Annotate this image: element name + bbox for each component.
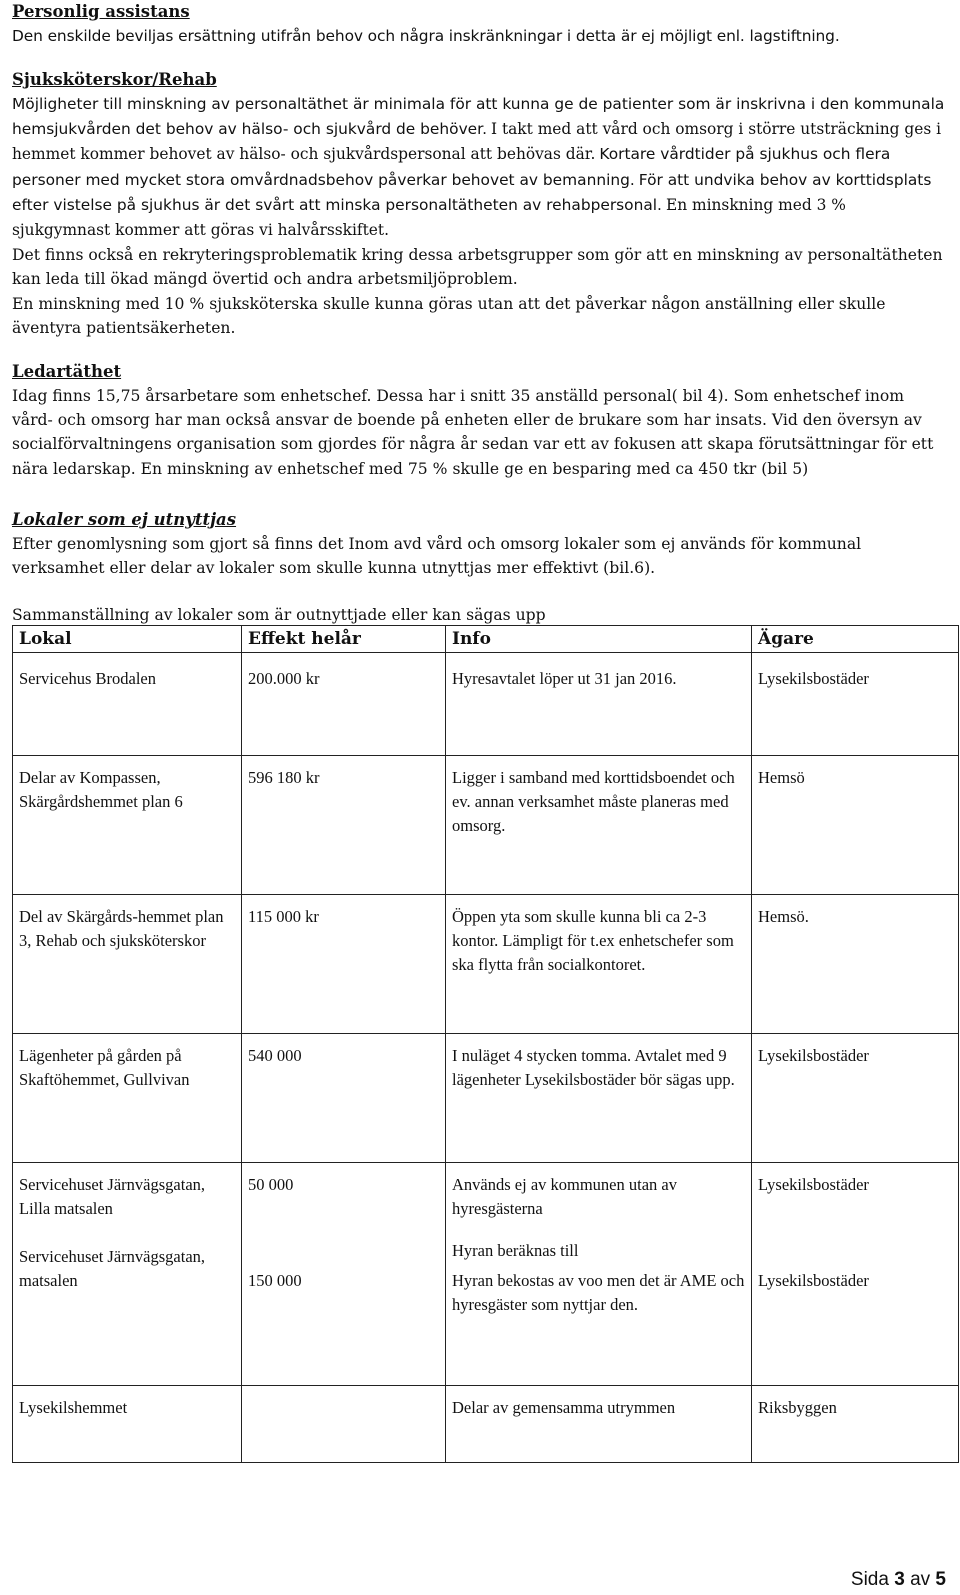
cell-effekt: 596 180 kr bbox=[242, 756, 446, 895]
cell-effekt-a: 50 000 bbox=[248, 1175, 294, 1194]
page-number-footer bbox=[851, 1569, 946, 1591]
table-header-row bbox=[13, 626, 959, 653]
cell-agare: Hemsö bbox=[752, 756, 959, 895]
text-span: I takt med att vård och omsorg i större utsträckning ges i hemmet kommer behovet av hälso- och sjukvårdspersonal att behövas där. bbox=[12, 120, 942, 164]
cell-effekt: 540 000 bbox=[242, 1034, 446, 1163]
header-effekt: Effekt helår bbox=[242, 626, 446, 653]
section-heading: Ledartäthet bbox=[12, 362, 122, 381]
footer-page: 3 bbox=[894, 1569, 905, 1590]
section-sjukskoterskor-rehab bbox=[12, 68, 948, 340]
section-personlig-assistans bbox=[12, 0, 948, 48]
table-row bbox=[13, 756, 959, 895]
cell-info-a: Används ej av kommunen utan av hyresgästerna bbox=[452, 1175, 677, 1218]
cell-lokal-b: Servicehuset Järnvägsgatan, matsalen bbox=[19, 1247, 206, 1290]
cell-effekt: 200.000 kr bbox=[242, 653, 446, 756]
paragraph: Efter genomlysning som gjort så finns det Inom avd vård och omsorg lokaler som ej används för kommunal verksamhet eller delar av lokaler som skulle kunna utnyttjas mer effektivt (bil.6). bbox=[12, 535, 862, 578]
cell-info-b: Hyran bekostas av voo men det är AME och hyresgäster som nyttjar den. bbox=[452, 1271, 745, 1314]
cell-agare: Hemsö. bbox=[752, 895, 959, 1034]
paragraph: Den enskilde beviljas ersättning utifrån behov och några inskränkningar i detta är ej möjligt enl. lagstiftning. bbox=[12, 27, 840, 45]
text-span: För att undvika behov av korttidsplats efter vistelse på sjukhus är det svårt att minska personaltätheten av rehabpersonal. bbox=[12, 170, 932, 214]
table-row bbox=[13, 895, 959, 1034]
paragraph: En minskning med 10 % sjuksköterska skulle kunna göras utan att det påverkar någon anställning eller skulle äventyra patientsäkerheten. bbox=[12, 294, 886, 337]
cell-lokal: Lägenheter på gården på Skaftöhemmet, Gullvivan bbox=[13, 1034, 242, 1163]
table-caption: Sammanställning av lokaler som är outnyttjade eller kan sägas upp bbox=[12, 606, 546, 624]
cell-agare: Lysekilsbostäder bbox=[752, 1034, 959, 1163]
cell-effekt bbox=[242, 1163, 446, 1386]
footer-mid: av bbox=[904, 1569, 936, 1590]
cell-lokal-a: Servicehuset Järnvägsgatan, Lilla matsalen bbox=[19, 1175, 206, 1218]
section-lokaler bbox=[12, 508, 948, 580]
table-row bbox=[13, 653, 959, 756]
section-ledartathet bbox=[12, 360, 948, 481]
cell-info: Delar av gemensamma utrymmen bbox=[446, 1386, 752, 1463]
table-row bbox=[13, 1386, 959, 1463]
cell-agare-b: Lysekilsbostäder bbox=[758, 1271, 869, 1290]
text-span: En minskning med 3 % sjukgymnast kommer att göras vi halvårsskiftet. bbox=[12, 195, 846, 240]
cell-info: Öppen yta som skulle kunna bli ca 2-3 kontor. Lämpligt för t.ex enhetschefer som ska flytta från socialkontoret. bbox=[446, 895, 752, 1034]
paragraph bbox=[12, 92, 948, 243]
cell-effekt: 115 000 kr bbox=[242, 895, 446, 1034]
table-row bbox=[13, 1163, 959, 1386]
cell-info: I nuläget 4 stycken tomma. Avtalet med 9 lägenheter Lysekilsbostäder bör sägas upp. bbox=[446, 1034, 752, 1163]
cell-info: Hyresavtalet löper ut 31 jan 2016. bbox=[446, 653, 752, 756]
footer-total: 5 bbox=[935, 1569, 946, 1590]
cell-info: Ligger i samband med korttidsboendet och ev. annan verksamhet måste planeras med omsorg. bbox=[446, 756, 752, 895]
cell-lokal: Servicehus Brodalen bbox=[13, 653, 242, 756]
cell-lokal: Delar av Kompassen, Skärgårdshemmet plan 6 bbox=[13, 756, 242, 895]
cell-agare-a: Lysekilsbostäder bbox=[758, 1175, 869, 1194]
table-row bbox=[13, 1034, 959, 1163]
footer-prefix: Sida bbox=[850, 1569, 895, 1590]
text-span: Möjligheter till minskning av personaltäthet är minimala för att kunna ge de patienter som är inskrivna i den kommunala hemsjukvården det behov av hälso- och sjukvård de behöver. bbox=[12, 95, 945, 139]
cell-lokal: Lysekilshemmet bbox=[13, 1386, 242, 1463]
section-heading: Personlig assistans bbox=[12, 2, 190, 21]
header-info: Info bbox=[446, 626, 752, 653]
header-agare: Ägare bbox=[752, 626, 959, 653]
cell-agare: Riksbyggen bbox=[752, 1386, 959, 1463]
cell-lokal bbox=[13, 1163, 242, 1386]
text-span: Kortare vårdtider på sjukhus och flera personer med mycket stora omvårdnadsbehov påverkar behovet av bemanning. bbox=[12, 145, 891, 189]
section-heading: Sjuksköterskor/Rehab bbox=[12, 70, 217, 89]
cell-effekt-b: 150 000 bbox=[248, 1271, 302, 1290]
cell-lokal: Del av Skärgårds-hemmet plan 3, Rehab och sjuksköterskor bbox=[13, 895, 242, 1034]
header-lokal: Lokal bbox=[13, 626, 242, 653]
cell-effekt bbox=[242, 1386, 446, 1463]
premises-table bbox=[12, 625, 959, 1463]
paragraph: Det finns också en rekryteringsproblematik kring dessa arbetsgrupper som gör att en minskning av personaltätheten kan leda till ökad mängd övertid och andra arbetsmiljöproblem. bbox=[12, 246, 943, 289]
paragraph: Idag finns 15,75 årsarbetare som enhetschef. Dessa har i snitt 35 anställd personal( bil 4). Som enhetschef inom vård- och omsorg har man också ansvar de boende på enheten eller de brukare som har insats. Vid den översyn av socialförvaltningens organisation som gjordes för några år sedan var ett av fokusen att skapa förutsättningar för ett nära ledarskap. En minskning av enhetschef med 75 % skulle ge en besparing med ca 450 tkr (bil 5) bbox=[12, 387, 934, 478]
cell-agare: Lysekilsbostäder bbox=[752, 653, 959, 756]
cell-agare bbox=[752, 1163, 959, 1386]
cell-info bbox=[446, 1163, 752, 1386]
cell-info-a2: Hyran beräknas till bbox=[452, 1241, 579, 1260]
section-heading: Lokaler som ej utnyttjas bbox=[12, 510, 237, 529]
